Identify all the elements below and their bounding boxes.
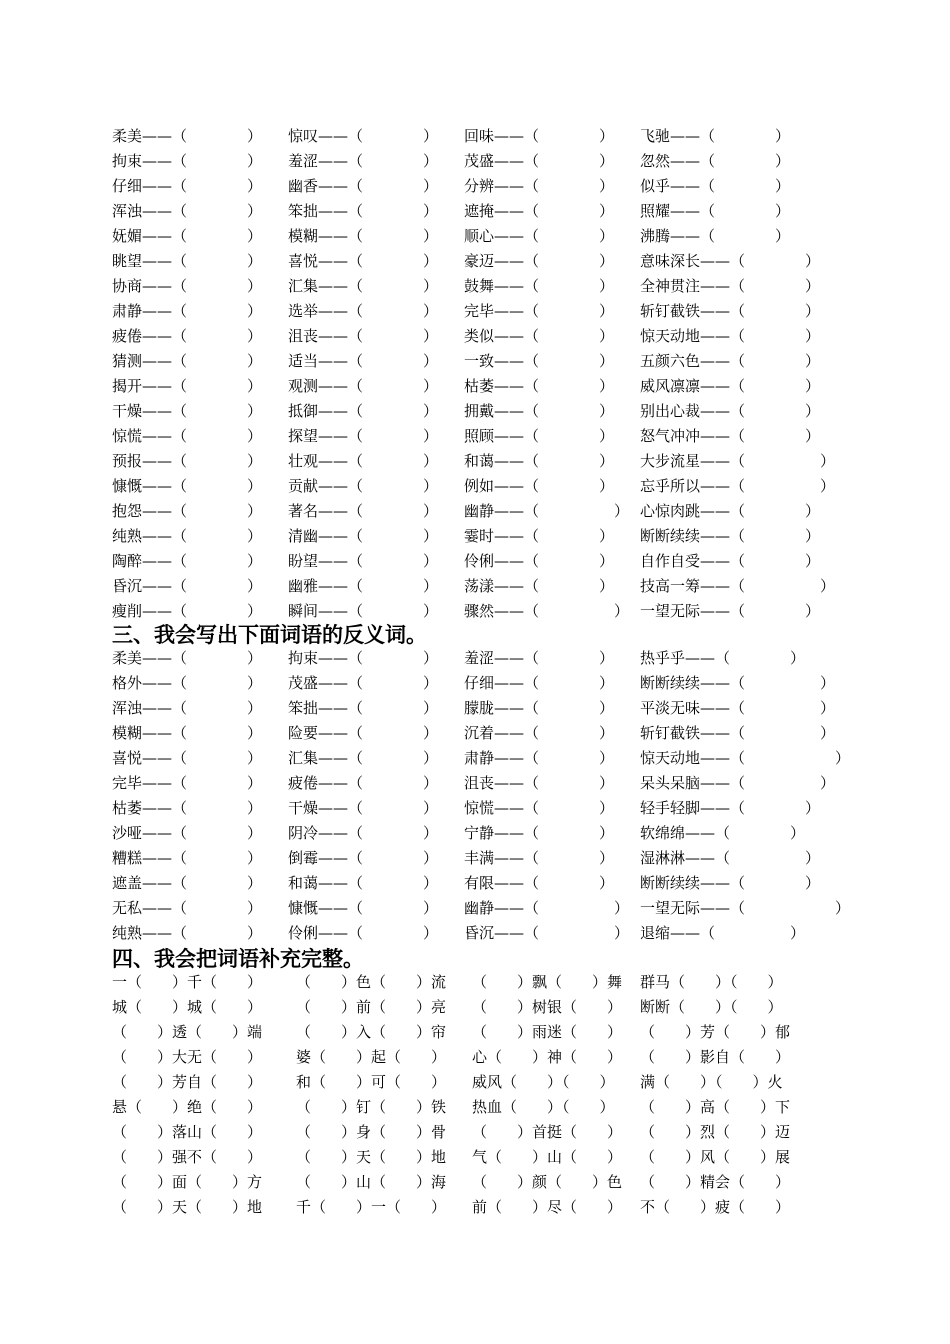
exercise-item[interactable]: 和蔼——（ ） — [288, 874, 439, 892]
exercise-item[interactable]: 宁静——（ ） — [464, 824, 615, 842]
exercise-item[interactable]: 分辨——（ ） — [464, 177, 615, 195]
exercise-item[interactable]: 猜测——（ ） — [112, 352, 263, 370]
exercise-item[interactable]: 著名——（ ） — [288, 502, 439, 520]
exercise-row — [0, 970, 950, 995]
exercise-row — [0, 1170, 950, 1195]
exercise-item[interactable]: 千（ ）一（ ） — [296, 1198, 447, 1216]
exercise-item[interactable]: 沮丧——（ ） — [288, 327, 439, 345]
exercise-item[interactable]: 幽静——（ ） — [464, 502, 630, 520]
exercise-item[interactable]: （ ）身（ ）骨 — [296, 1123, 447, 1141]
exercise-item[interactable]: 一望无际——（ ） — [640, 899, 851, 917]
exercise-item[interactable]: 幽雅——（ ） — [288, 577, 439, 595]
exercise-item[interactable]: 抵御——（ ） — [288, 402, 439, 420]
exercise-row — [0, 399, 950, 424]
exercise-item[interactable]: 沉着——（ ） — [464, 724, 615, 742]
exercise-row — [0, 846, 950, 871]
exercise-item[interactable]: 惊叹——（ ） — [288, 127, 439, 145]
exercise-item[interactable]: 鼓舞——（ ） — [464, 277, 615, 295]
exercise-row — [0, 1120, 950, 1145]
exercise-item[interactable]: 贡献——（ ） — [288, 477, 439, 495]
exercise-item[interactable]: 观测——（ ） — [288, 377, 439, 395]
exercise-item[interactable]: 格外——（ ） — [112, 674, 263, 692]
exercise-item[interactable]: 肃静——（ ） — [112, 302, 263, 320]
exercise-item[interactable]: 抱怨——（ ） — [112, 502, 263, 520]
exercise-item[interactable]: 汇集——（ ） — [288, 277, 439, 295]
exercise-item[interactable]: 模糊——（ ） — [288, 227, 439, 245]
exercise-item[interactable]: 枯萎——（ ） — [112, 799, 263, 817]
exercise-item[interactable]: 柔美——（ ） — [112, 127, 263, 145]
exercise-row — [0, 149, 950, 174]
exercise-item[interactable]: （ ）烈（ ）迈 — [640, 1123, 791, 1141]
exercise-item[interactable]: 满（ ）（ ）火 — [640, 1073, 783, 1091]
exercise-item[interactable]: 怒气冲冲——（ ） — [640, 427, 821, 445]
exercise-item[interactable]: 沸腾——（ ） — [640, 227, 791, 245]
exercise-item[interactable]: （ ）精会（ ） — [640, 1173, 791, 1191]
exercise-item[interactable]: 盼望——（ ） — [288, 552, 439, 570]
exercise-item[interactable]: 斩钉截铁——（ ） — [640, 724, 836, 742]
exercise-row — [0, 324, 950, 349]
section-three-title: 三、我会写出下面词语的反义词。 — [112, 623, 427, 647]
exercise-item[interactable]: 意味深长——（ ） — [640, 252, 821, 270]
exercise-item[interactable]: 忽然——（ ） — [640, 152, 791, 170]
exercise-item[interactable]: （ ）落山（ ） — [112, 1123, 263, 1141]
exercise-item[interactable]: 热乎乎——（ ） — [640, 649, 806, 667]
exercise-item[interactable]: 昏沉——（ ） — [464, 924, 630, 942]
exercise-row — [0, 424, 950, 449]
exercise-item[interactable]: 疲倦——（ ） — [112, 327, 263, 345]
exercise-item[interactable]: （ ）透（ ）端 — [112, 1023, 263, 1041]
exercise-item[interactable]: 气（ ）山（ ） — [472, 1148, 623, 1166]
exercise-item[interactable]: 五颜六色——（ ） — [640, 352, 821, 370]
exercise-row — [0, 124, 950, 149]
exercise-item[interactable]: 别出心裁——（ ） — [640, 402, 821, 420]
exercise-row — [0, 549, 950, 574]
exercise-item[interactable]: 遮盖——（ ） — [112, 874, 263, 892]
exercise-row — [0, 896, 950, 921]
exercise-item[interactable]: 全神贯注——（ ） — [640, 277, 821, 295]
exercise-item[interactable]: 拘束——（ ） — [112, 152, 263, 170]
exercise-item[interactable]: 例如——（ ） — [464, 477, 615, 495]
exercise-item[interactable]: 惊慌——（ ） — [464, 799, 615, 817]
exercise-row — [0, 524, 950, 549]
exercise-item[interactable]: 不（ ）疲（ ） — [640, 1198, 791, 1216]
exercise-item[interactable]: （ ）芳（ ）郁 — [640, 1023, 791, 1041]
exercise-item[interactable]: 眺望——（ ） — [112, 252, 263, 270]
exercise-item[interactable]: 险要——（ ） — [288, 724, 439, 742]
exercise-item[interactable]: 妩媚——（ ） — [112, 227, 263, 245]
exercise-item[interactable]: 完毕——（ ） — [464, 302, 615, 320]
exercise-item[interactable]: 心（ ）神（ ） — [472, 1048, 623, 1066]
exercise-item[interactable]: 威风（ ）（ ） — [472, 1073, 615, 1091]
exercise-item[interactable]: （ ）树银（ ） — [472, 998, 623, 1016]
exercise-item[interactable]: 心惊肉跳——（ ） — [640, 502, 821, 520]
exercise-item[interactable]: 柔美——（ ） — [112, 649, 263, 667]
exercise-item[interactable]: 伶俐——（ ） — [288, 924, 439, 942]
exercise-item[interactable]: 阴冷——（ ） — [288, 824, 439, 842]
exercise-item[interactable]: 和（ ）可（ ） — [296, 1073, 447, 1091]
exercise-item[interactable]: 纯熟——（ ） — [112, 527, 263, 545]
exercise-item[interactable]: 沮丧——（ ） — [464, 774, 615, 792]
exercise-item[interactable]: （ ）颜（ ）色 — [472, 1173, 623, 1191]
exercise-row — [0, 721, 950, 746]
exercise-item[interactable]: 呆头呆脑——（ ） — [640, 774, 836, 792]
exercise-item[interactable]: 湿淋淋——（ ） — [640, 849, 821, 867]
exercise-item[interactable]: 壮观——（ ） — [288, 452, 439, 470]
exercise-item[interactable]: 肃静——（ ） — [464, 749, 615, 767]
exercise-item[interactable]: 断断续续——（ ） — [640, 874, 821, 892]
exercise-item[interactable]: 丰满——（ ） — [464, 849, 615, 867]
exercise-row — [0, 499, 950, 524]
exercise-row — [0, 474, 950, 499]
exercise-item[interactable]: （ ）钉（ ）铁 — [296, 1098, 447, 1116]
exercise-item[interactable]: 热血（ ）（ ） — [472, 1098, 615, 1116]
exercise-item[interactable]: 技高一筹——（ ） — [640, 577, 836, 595]
exercise-item[interactable]: 断断（ ）（ ） — [640, 998, 783, 1016]
exercise-row — [0, 249, 950, 274]
exercise-row — [0, 199, 950, 224]
exercise-item[interactable]: 浑浊——（ ） — [112, 699, 263, 717]
exercise-item[interactable]: 陶醉——（ ） — [112, 552, 263, 570]
exercise-row — [0, 1070, 950, 1095]
exercise-item[interactable]: 探望——（ ） — [288, 427, 439, 445]
exercise-item[interactable]: 倒霉——（ ） — [288, 849, 439, 867]
exercise-item[interactable]: （ ）风（ ）展 — [640, 1148, 791, 1166]
exercise-item[interactable]: 揭开——（ ） — [112, 377, 263, 395]
exercise-item[interactable]: （ ）色（ ）流 — [296, 973, 447, 991]
exercise-item[interactable]: 干燥——（ ） — [288, 799, 439, 817]
exercise-item[interactable]: （ ）天（ ）地 — [112, 1198, 263, 1216]
exercise-item[interactable]: 顺心——（ ） — [464, 227, 615, 245]
exercise-item[interactable]: 伶俐——（ ） — [464, 552, 615, 570]
exercise-item[interactable]: 和蔼——（ ） — [464, 452, 615, 470]
exercise-item[interactable]: 骤然——（ ） — [464, 602, 630, 620]
section-four-title: 四、我会把词语补充完整。 — [112, 947, 364, 971]
exercise-row — [0, 1095, 950, 1120]
exercise-item[interactable]: 仔细——（ ） — [464, 674, 615, 692]
exercise-item[interactable]: 预报——（ ） — [112, 452, 263, 470]
exercise-item[interactable]: 朦胧——（ ） — [464, 699, 615, 717]
exercise-row — [0, 646, 950, 671]
exercise-item[interactable]: 轻手轻脚——（ ） — [640, 799, 821, 817]
exercise-item[interactable]: （ ）芳自（ ） — [112, 1073, 263, 1091]
exercise-item[interactable]: 照耀——（ ） — [640, 202, 791, 220]
exercise-item[interactable]: 喜悦——（ ） — [288, 252, 439, 270]
exercise-item[interactable]: 悬（ ）绝（ ） — [112, 1098, 263, 1116]
exercise-item[interactable]: （ ）雨迷（ ） — [472, 1023, 623, 1041]
exercise-item[interactable]: （ ）飘（ ）舞 — [472, 973, 623, 991]
exercise-item[interactable]: 沙哑——（ ） — [112, 824, 263, 842]
exercise-row — [0, 374, 950, 399]
exercise-item[interactable]: 幽静——（ ） — [464, 899, 630, 917]
exercise-item[interactable]: 大步流星——（ ） — [640, 452, 836, 470]
exercise-row — [0, 299, 950, 324]
exercise-item[interactable]: 疲倦——（ ） — [288, 774, 439, 792]
exercise-item[interactable]: 软绵绵——（ ） — [640, 824, 806, 842]
exercise-item[interactable]: 糟糕——（ ） — [112, 849, 263, 867]
exercise-item[interactable]: 霎时——（ ） — [464, 527, 615, 545]
exercise-item[interactable]: 仔细——（ ） — [112, 177, 263, 195]
exercise-item[interactable]: （ ）面（ ）方 — [112, 1173, 263, 1191]
exercise-item[interactable]: 笨拙——（ ） — [288, 202, 439, 220]
exercise-item[interactable]: 拘束——（ ） — [288, 649, 439, 667]
exercise-row — [0, 871, 950, 896]
exercise-item[interactable]: 遮掩——（ ） — [464, 202, 615, 220]
exercise-row — [0, 1145, 950, 1170]
exercise-item[interactable]: 惊天动地——（ ） — [640, 327, 821, 345]
exercise-item[interactable]: 豪迈——（ ） — [464, 252, 615, 270]
exercise-item[interactable]: 清幽——（ ） — [288, 527, 439, 545]
exercise-item[interactable]: 断断续续——（ ） — [640, 674, 836, 692]
exercise-item[interactable]: 纯熟——（ ） — [112, 924, 263, 942]
exercise-item[interactable]: （ ）影自（ ） — [640, 1048, 791, 1066]
exercise-row — [0, 274, 950, 299]
exercise-row — [0, 771, 950, 796]
exercise-item[interactable]: 昏沉——（ ） — [112, 577, 263, 595]
exercise-item[interactable]: 拥戴——（ ） — [464, 402, 615, 420]
exercise-row — [0, 224, 950, 249]
exercise-item[interactable]: 惊慌——（ ） — [112, 427, 263, 445]
exercise-item[interactable]: 汇集——（ ） — [288, 749, 439, 767]
exercise-item[interactable]: 浑浊——（ ） — [112, 202, 263, 220]
exercise-row — [0, 1045, 950, 1070]
exercise-item[interactable]: 慷慨——（ ） — [112, 477, 263, 495]
exercise-item[interactable]: 完毕——（ ） — [112, 774, 263, 792]
exercise-item[interactable]: 一致——（ ） — [464, 352, 615, 370]
exercise-item[interactable]: 选举——（ ） — [288, 302, 439, 320]
exercise-item[interactable]: 一（ ）千（ ） — [112, 973, 263, 991]
exercise-item[interactable]: 瞬间——（ ） — [288, 602, 439, 620]
exercise-item[interactable]: 一望无际——（ ） — [640, 602, 821, 620]
exercise-row — [0, 174, 950, 199]
exercise-item[interactable]: 笨拙——（ ） — [288, 699, 439, 717]
exercise-item[interactable]: 茂盛——（ ） — [464, 152, 615, 170]
exercise-item[interactable]: 荡漾——（ ） — [464, 577, 615, 595]
exercise-item[interactable]: （ ）首挺（ ） — [472, 1123, 623, 1141]
exercise-row — [0, 1020, 950, 1045]
exercise-row — [0, 574, 950, 599]
exercise-item[interactable]: （ ）天（ ）地 — [296, 1148, 447, 1166]
exercise-item[interactable]: 平淡无味——（ ） — [640, 699, 836, 717]
exercise-item[interactable]: 枯萎——（ ） — [464, 377, 615, 395]
exercise-item[interactable]: 忘乎所以——（ ） — [640, 477, 836, 495]
exercise-item[interactable]: （ ）大无（ ） — [112, 1048, 263, 1066]
exercise-row — [0, 921, 950, 946]
exercise-item[interactable]: 协商——（ ） — [112, 277, 263, 295]
exercise-item[interactable]: （ ）高（ ）下 — [640, 1098, 791, 1116]
exercise-item[interactable]: 婆（ ）起（ ） — [296, 1048, 447, 1066]
exercise-item[interactable]: 有限——（ ） — [464, 874, 615, 892]
exercise-item[interactable]: 前（ ）尽（ ） — [472, 1198, 623, 1216]
exercise-item[interactable]: 适当——（ ） — [288, 352, 439, 370]
exercise-item[interactable]: 威风凛凛——（ ） — [640, 377, 821, 395]
exercise-item[interactable]: 茂盛——（ ） — [288, 674, 439, 692]
exercise-row — [0, 821, 950, 846]
exercise-item[interactable]: 羞涩——（ ） — [288, 152, 439, 170]
exercise-item[interactable]: 斩钉截铁——（ ） — [640, 302, 821, 320]
exercise-item[interactable]: 飞驰——（ ） — [640, 127, 791, 145]
exercise-item[interactable]: （ ）强不（ ） — [112, 1148, 263, 1166]
exercise-item[interactable]: 自作自受——（ ） — [640, 552, 821, 570]
exercise-row — [0, 995, 950, 1020]
exercise-item[interactable]: 慷慨——（ ） — [288, 899, 439, 917]
exercise-item[interactable]: 城（ ）城（ ） — [112, 998, 263, 1016]
exercise-item[interactable]: 照顾——（ ） — [464, 427, 615, 445]
exercise-item[interactable]: 惊天动地——（ ） — [640, 749, 851, 767]
exercise-item[interactable]: （ ）前（ ）亮 — [296, 998, 447, 1016]
exercise-row — [0, 1195, 950, 1220]
exercise-item[interactable]: 羞涩——（ ） — [464, 649, 615, 667]
exercise-item[interactable]: 模糊——（ ） — [112, 724, 263, 742]
exercise-item[interactable]: 瘦削——（ ） — [112, 602, 263, 620]
exercise-row — [0, 671, 950, 696]
exercise-row — [0, 796, 950, 821]
exercise-row — [0, 349, 950, 374]
exercise-item[interactable]: 类似——（ ） — [464, 327, 615, 345]
exercise-item[interactable]: 似乎——（ ） — [640, 177, 791, 195]
exercise-item[interactable]: 群马（ ）（ ） — [640, 973, 783, 991]
exercise-item[interactable]: （ ）入（ ）帘 — [296, 1023, 447, 1041]
exercise-item[interactable]: 幽香——（ ） — [288, 177, 439, 195]
exercise-item[interactable]: （ ）山（ ）海 — [296, 1173, 447, 1191]
exercise-item[interactable]: 无私——（ ） — [112, 899, 263, 917]
exercise-row — [0, 449, 950, 474]
exercise-item[interactable]: 干燥——（ ） — [112, 402, 263, 420]
exercise-item[interactable]: 回味——（ ） — [464, 127, 615, 145]
exercise-item[interactable]: 断断续续——（ ） — [640, 527, 821, 545]
exercise-item[interactable]: 退缩——（ ） — [640, 924, 806, 942]
exercise-row — [0, 696, 950, 721]
exercise-row — [0, 746, 950, 771]
exercise-item[interactable]: 喜悦——（ ） — [112, 749, 263, 767]
